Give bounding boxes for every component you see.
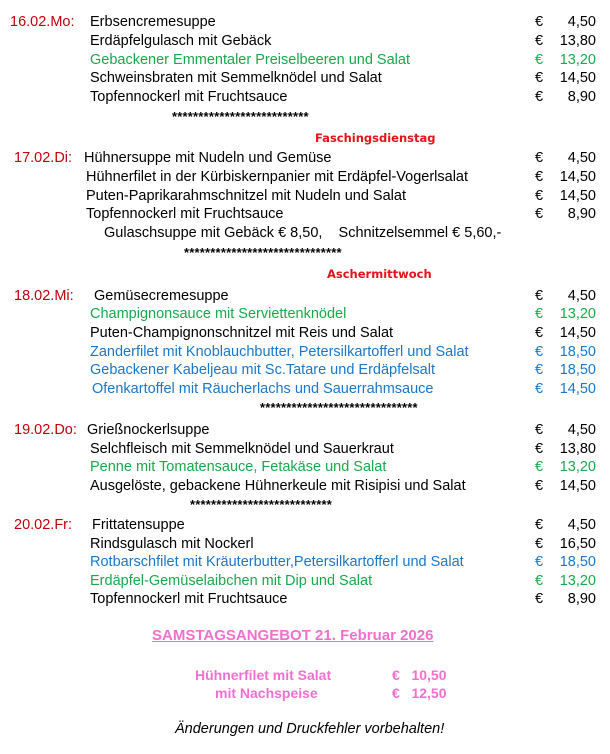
price: 13,80	[559, 33, 596, 49]
currency-symbol: €	[535, 70, 544, 86]
menu-item: Puten-Paprikarahmschnitzel mit Nudeln und Salat	[86, 188, 406, 204]
price: 14,50	[559, 325, 596, 341]
currency-symbol: €	[535, 459, 544, 475]
currency-symbol: €	[535, 169, 544, 185]
currency-symbol: €	[535, 89, 544, 105]
menu-item: Hühnersuppe mit Nudeln und Gemüse	[84, 150, 332, 166]
currency-symbol: €	[535, 554, 544, 570]
separator: ******************************	[184, 245, 342, 260]
price: 14,50	[559, 169, 596, 185]
separator: **************************	[172, 109, 309, 124]
menu-item: Topfennockerl mit Fruchtsauce	[86, 206, 284, 222]
currency-symbol: €	[535, 188, 544, 204]
price: 4,50	[567, 150, 596, 166]
currency-symbol: €	[535, 381, 544, 397]
menu-item: Schweinsbraten mit Semmelknödel und Salat	[90, 70, 382, 86]
saturday-price: € 12,50	[392, 685, 447, 701]
currency-symbol: €	[535, 344, 544, 360]
currency-symbol: €	[535, 591, 544, 607]
menu-item: Rindsgulasch mit Nockerl	[90, 536, 254, 552]
menu-item: Puten-Champignonschnitzel mit Reis und Salat	[90, 325, 394, 341]
special-day-title: Faschingsdienstag	[315, 131, 436, 145]
menu-item: Hühnerfilet in der Kürbiskernpanier mit Erdäpfel-Vogerlsalat	[86, 169, 469, 185]
menu-item: Frittatensuppe	[92, 517, 185, 533]
currency-symbol: €	[535, 288, 544, 304]
footer-disclaimer: Änderungen und Druckfehler vorbehalten!	[175, 721, 445, 737]
saturday-item: Hühnerfilet mit Salat	[195, 667, 332, 683]
price: 13,80	[559, 441, 596, 457]
menu-item: Champignonsauce mit Serviettenknödel	[90, 306, 347, 322]
price: 4,50	[567, 517, 596, 533]
price: 18,50	[559, 554, 596, 570]
menu-item: Erdäpfelgulasch mit Gebäck	[90, 33, 272, 49]
day-label: 18.02.Mi:	[14, 288, 74, 304]
separator: ***************************	[190, 497, 332, 512]
menu-item: Rotbarschfilet mit Kräuterbutter,Petersilkartofferl und Salat	[90, 554, 464, 570]
menu-item: Ausgelöste, gebackene Hühnerkeule mit Risipisi und Salat	[90, 478, 466, 494]
saturday-offer-title: SAMSTAGSANGEBOT 21. Februar 2026	[152, 627, 434, 644]
menu-item: Ofenkartoffel mit Räucherlachs und Sauerrahmsauce	[92, 381, 434, 397]
menu-item: Erdäpfel-Gemüselaibchen mit Dip und Salat	[90, 573, 373, 589]
price: 4,50	[567, 422, 596, 438]
menu-item: Penne mit Tomatensauce, Fetakäse und Salat	[90, 459, 387, 475]
day-label: 17.02.Di:	[14, 150, 73, 166]
day-label: 16.02.Mo:	[10, 14, 75, 30]
price: 8,90	[567, 89, 596, 105]
currency-symbol: €	[535, 478, 544, 494]
special-day-title: Aschermittwoch	[327, 267, 432, 281]
separator: ******************************	[260, 400, 418, 415]
currency-symbol: €	[535, 150, 544, 166]
price: 4,50	[567, 288, 596, 304]
menu-item: Erbsencremesuppe	[90, 14, 216, 30]
currency-symbol: €	[535, 441, 544, 457]
price: 14,50	[559, 478, 596, 494]
currency-symbol: €	[535, 52, 544, 68]
price: 18,50	[559, 362, 596, 378]
price: 13,20	[559, 52, 596, 68]
price: 14,50	[559, 381, 596, 397]
price: 4,50	[567, 14, 596, 30]
menu-item: Zanderfilet mit Knoblauchbutter, Petersilkartofferl und Salat	[90, 344, 469, 360]
menu-item: Gemüsecremesuppe	[94, 288, 229, 304]
day-label: 19.02.Do:	[14, 422, 77, 438]
price: 8,90	[567, 206, 596, 222]
currency-symbol: €	[535, 206, 544, 222]
price: 13,20	[559, 573, 596, 589]
price: 13,20	[559, 459, 596, 475]
currency-symbol: €	[535, 362, 544, 378]
menu-item: Grießnockerlsuppe	[87, 422, 210, 438]
saturday-item: mit Nachspeise	[215, 685, 318, 701]
price: 13,20	[559, 306, 596, 322]
currency-symbol: €	[535, 33, 544, 49]
saturday-price: € 10,50	[392, 667, 447, 683]
menu-item: Selchfleisch mit Semmelknödel und Sauerkraut	[90, 441, 394, 457]
currency-symbol: €	[535, 14, 544, 30]
currency-symbol: €	[535, 422, 544, 438]
menu-item: Topfennockerl mit Fruchtsauce	[90, 89, 288, 105]
currency-symbol: €	[535, 306, 544, 322]
menu-item: Gebackener Kabeljeau mit Sc.Tatare und Erdäpfelsalt	[90, 362, 435, 378]
currency-symbol: €	[535, 536, 544, 552]
side-offer: Gulaschsuppe mit Gebäck € 8,50, Schnitzelsemmel € 5,60,-	[104, 225, 502, 241]
menu-item: Topfennockerl mit Fruchtsauce	[90, 591, 288, 607]
price: 8,90	[567, 591, 596, 607]
price: 18,50	[559, 344, 596, 360]
price: 14,50	[559, 188, 596, 204]
price: 16,50	[559, 536, 596, 552]
price: 14,50	[559, 70, 596, 86]
currency-symbol: €	[535, 517, 544, 533]
currency-symbol: €	[535, 573, 544, 589]
day-label: 20.02.Fr:	[14, 517, 73, 533]
menu-item: Gebackener Emmentaler Preiselbeeren und Salat	[90, 52, 410, 68]
currency-symbol: €	[535, 325, 544, 341]
